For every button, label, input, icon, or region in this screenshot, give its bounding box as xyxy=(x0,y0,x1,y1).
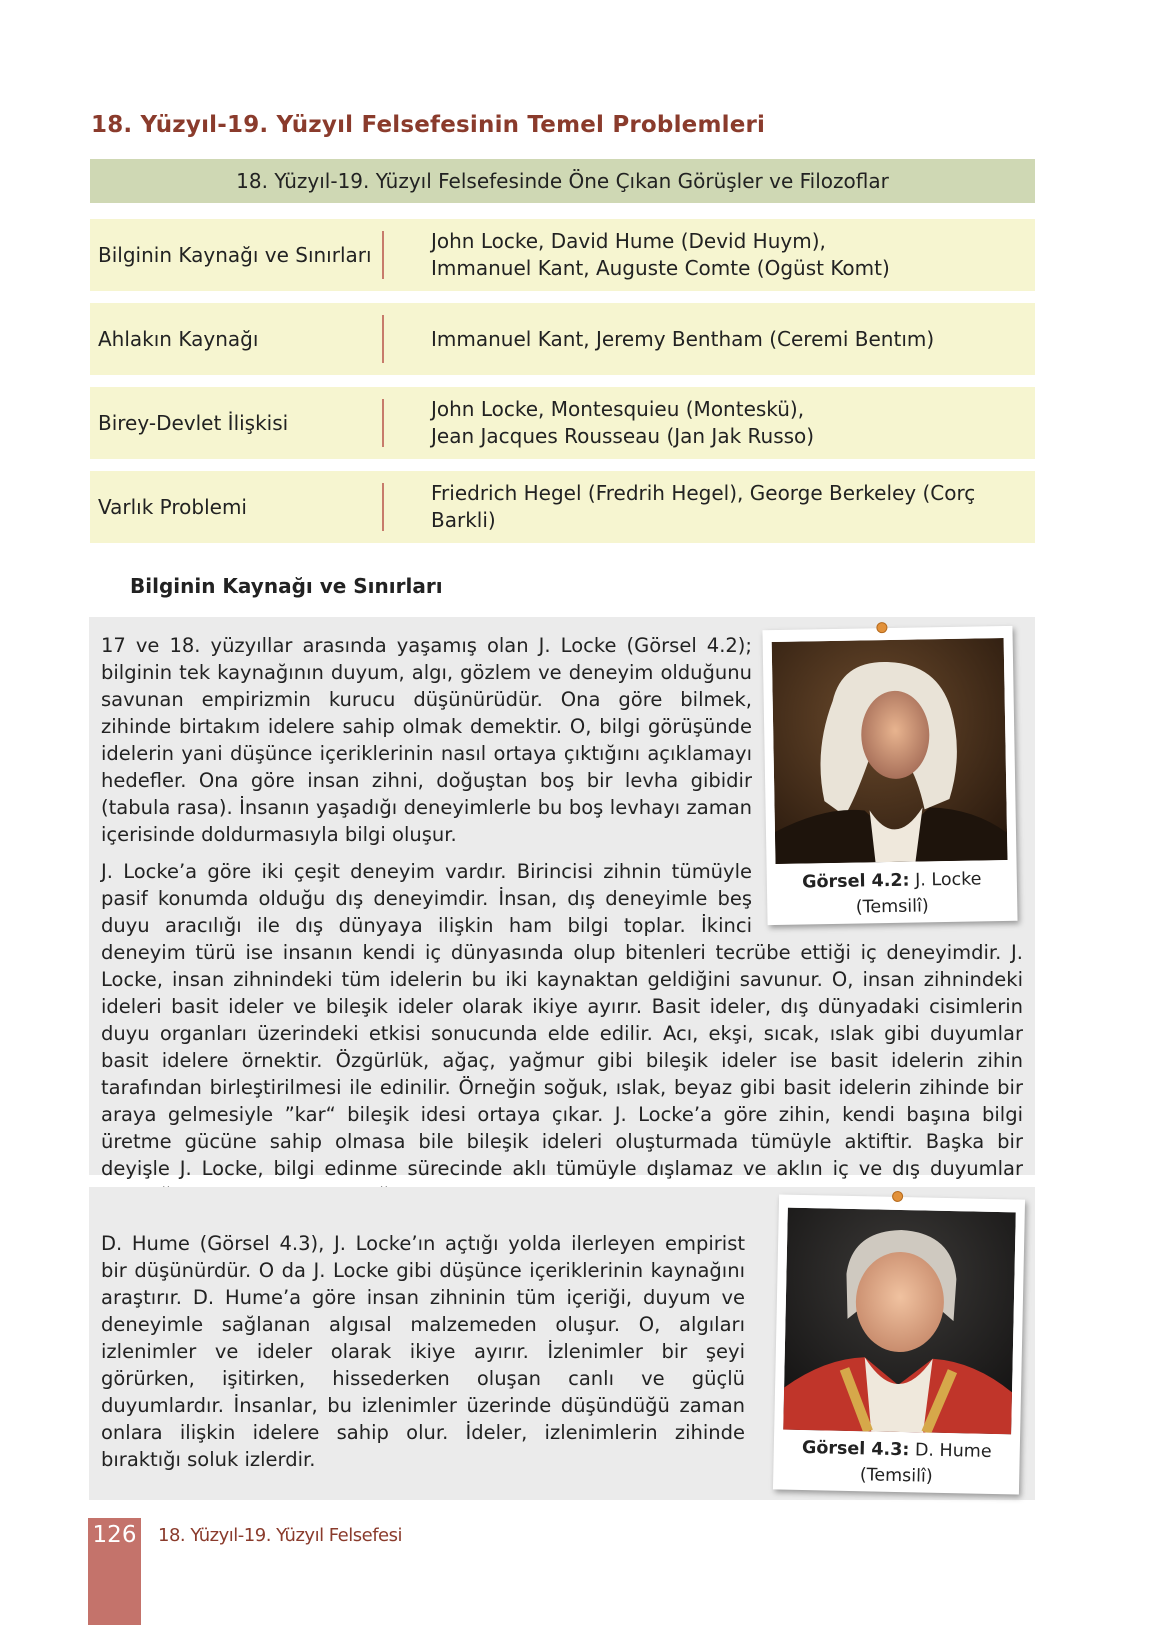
locke-paragraph-2: J. Locke’a göre iki çeşit deneyim vardır. Birincisi zihnin tümüyle pasif konumda olduğu dış deneyimdir. İnsan, dış deneyimle beş duyu aracılığı ile dış dünyaya ilişkin ham bilgi toplar. İkinci deneyim türü ise insanın kendi iç dünyasında olup bitenleri tecrübe ettiği iç deneyimdir. J. Locke, insan zihnindeki tüm idelerin bu iki kaynaktan geldiğini savunur. O, insan zihnindeki ideleri basit ideler ve bileşik ideler olarak ikiye ayırır. Basit ideler, dış dünyadaki cisimlerin duyu organları üzerindeki etkisi sonucunda elde edilir. Acı, ekşi, sıcak, ıslak gibi duyumlar basit idelere örnektir. Özgürlük, ağaç, yağmur gibi bileşik ideler ise basit idelerin zihin tarafından birleştirilmesi ile edinilir. Örneğin soğuk, ıslak, beyaz gibi basit idelerin zihinde bir araya gelmesiyle ”kar“ bileşik idesi ortaya çıkar. J. Locke’a göre zihin, kendi başına bilgi üretme gücüne sahip olmasa bile bileşik ideleri oluşturmada tümüyle aktiftir. Başka bir deyişle J. Locke, bilgi edinme sürecinde aklı tümüyle dışlamaz ve aklın iç ve dış duyumlar xyxy=(101,860,1023,1180)
row-label: Birey-Devlet İlişkisi xyxy=(98,411,289,435)
locke-paragraph-1: 17 ve 18. yüzyıllar arasında yaşamış olan J. Locke (Görsel 4.2); bilginin tek kaynağının duyum, algı, gözlem ve deneyim olduğunu savunan empirizmin kurucu düşünürüdür. Ona göre bilmek, zihinde birtakım idelere sahip olmak demektir. O, bilgi görüşünde idelerin yani düşünce içeriklerinin nasıl ortaya çıktığını açıklamayı hedefler. Ona göre insan zihni, doğuştan boş bir levha gibidir (tabula rasa). İnsanın yaşadığı deneyimlerle bu boş levhayı zaman içerisinde doldurmasıyla bilgi oluşur. xyxy=(101,634,752,846)
row-philosophers: Friedrich Hegel (Fredrih Hegel), George Berkeley (Corç Barkli) xyxy=(431,481,976,532)
row-philosophers: John Locke, David Hume (Devid Huym), Immanuel Kant, Auguste Comte (Ogüst Komt) xyxy=(431,229,890,280)
locke-polaroid xyxy=(762,626,1017,925)
table-row xyxy=(90,471,1035,543)
row-label: Varlık Problemi xyxy=(98,495,247,519)
section-subheading: Bilginin Kaynağı ve Sınırları xyxy=(130,574,443,598)
row-divider xyxy=(382,315,384,363)
row-philosophers: John Locke, Montesquieu (Monteskü), Jean Jacques Rousseau (Jan Jak Russo) xyxy=(431,397,815,448)
table-row xyxy=(90,219,1035,291)
hume-paragraph-1: D. Hume (Görsel 4.3), J. Locke’ın açtığı yolda ilerleyen empirist bir düşünürdür. O da J. Locke gibi düşünce içeriklerinin kaynağını araştırır. D. Hume’a göre insan zihninin tüm içeriği, duyum ve deneyimle sağlanan algısal malzemeden oluşur. O, algıları izlenimler ve ideler olarak ikiye ayırır. İzlenimler bir şeyi görürken, işitirken, hissederken oluşan canlı ve güçlü duyumlardır. İnsanlar, bu izlenimler üzerinde düşündüğü zaman onlara ilişkin idelere sahip olur. İdeler, izlenimlerin zihinde bıraktığı soluk izlerdir. xyxy=(101,1232,745,1471)
table-row xyxy=(90,303,1035,375)
hume-portrait xyxy=(783,1208,1016,1435)
page-heading: 18. Yüzyıl-19. Yüzyıl Felsefesinin Temel Problemleri xyxy=(91,112,766,138)
row-divider xyxy=(382,399,384,447)
hume-polaroid xyxy=(773,1194,1025,1494)
hume-caption: Görsel 4.3: D. Hume (Temsilî) xyxy=(801,1437,992,1487)
pin-icon xyxy=(876,622,887,633)
pin-icon xyxy=(892,1191,903,1202)
row-label: Bilginin Kaynağı ve Sınırları xyxy=(98,243,372,267)
row-divider xyxy=(382,231,384,279)
locke-caption: Görsel 4.2: J. Locke (Temsilî) xyxy=(802,869,982,918)
row-philosophers: Immanuel Kant, Jeremy Bentham (Ceremi Bentım) xyxy=(431,326,935,351)
row-label: Ahlakın Kaynağı xyxy=(98,327,259,351)
row-divider xyxy=(382,483,384,531)
locke-portrait xyxy=(772,638,1008,864)
table-row xyxy=(90,387,1035,459)
table-header: 18. Yüzyıl-19. Yüzyıl Felsefesinde Öne Çıkan Görüşler ve Filozoflar xyxy=(90,159,1035,203)
page-number: 126 xyxy=(92,1522,137,1548)
footer-title: 18. Yüzyıl-19. Yüzyıl Felsefesi xyxy=(158,1525,402,1546)
